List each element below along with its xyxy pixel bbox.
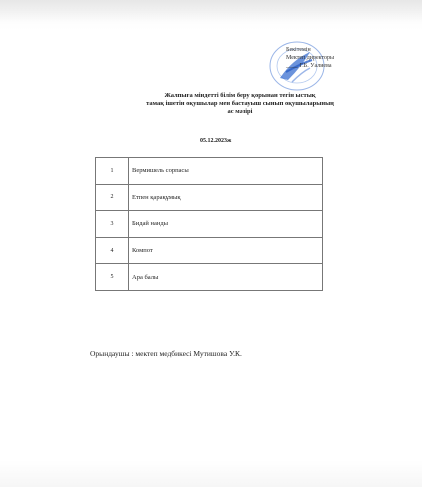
row-number: 5 xyxy=(96,264,129,291)
table-row xyxy=(96,264,323,291)
table-row xyxy=(96,158,323,185)
row-number: 2 xyxy=(96,184,129,211)
row-number: 1 xyxy=(96,158,129,185)
menu-date: 05.12.2023ж xyxy=(200,138,232,144)
executor-note: Орындаушы : мектеп медбикесі Мутишова У.К. xyxy=(90,349,242,358)
title-line-2: тамақ ішетін оқушылар мен бастауыш сынып оқушыларының xyxy=(146,100,334,107)
menu-item: Бидай нанды xyxy=(129,211,323,238)
approval-heading: Бекітемін xyxy=(286,47,311,53)
approval-signature: ____ Г.Б. Уалиева xyxy=(286,63,332,69)
scan-shadow xyxy=(0,0,422,22)
table-row xyxy=(96,237,323,264)
table-row xyxy=(96,211,323,238)
row-number: 4 xyxy=(96,237,129,264)
approval-block xyxy=(286,46,396,70)
menu-item: Етпен қарақұмық xyxy=(129,184,323,211)
approval-position: Мектеп директоры xyxy=(286,55,335,61)
title-line-1: Жалпыға міндетті білім беру қорынан тегін ыстық xyxy=(164,92,316,99)
document-title xyxy=(90,92,390,116)
menu-item: Арa балы xyxy=(129,264,323,291)
title-line-3: ас мәзірі xyxy=(227,108,253,115)
menu-item: Вермишель сорпасы xyxy=(129,158,323,185)
row-number: 3 xyxy=(96,211,129,238)
table-row xyxy=(96,184,323,211)
menu-item: Компот xyxy=(129,237,323,264)
menu-table xyxy=(95,157,323,291)
